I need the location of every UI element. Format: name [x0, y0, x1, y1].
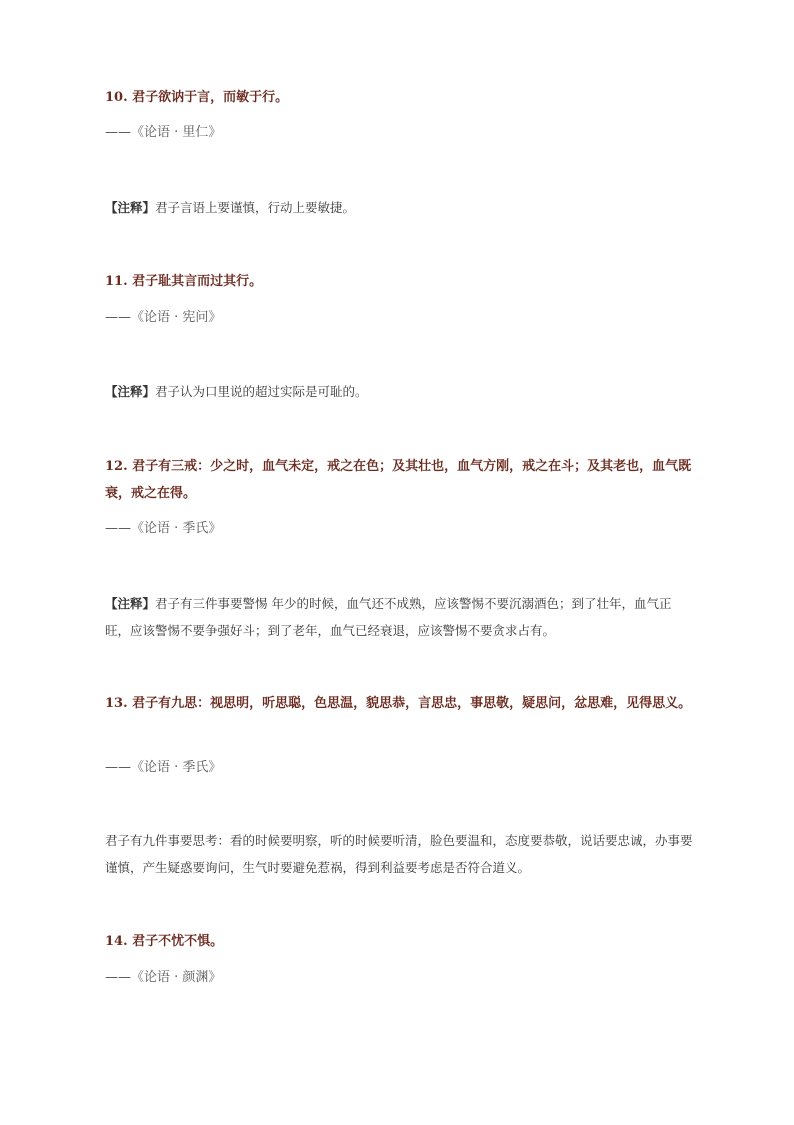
source-13: ——《论语 · 季氏》: [105, 760, 222, 775]
note-tag: 【注释】: [105, 200, 156, 215]
quote-10: 10. 君子欲讷于言，而敏于行。: [105, 90, 289, 105]
note-tag: 【注释】: [105, 596, 156, 611]
source-11: ——《论语 · 宪问》: [105, 310, 222, 325]
quote-13: 13. 君子有九思：视思明，听思聪，色思温，貌思恭，言思忠，事思敬，疑思问，忿思难，见得思义。: [105, 696, 692, 711]
note-11: [105, 378, 695, 405]
note-10: [105, 194, 695, 221]
source-10: ——《论语 · 里仁》: [105, 125, 222, 140]
note-13: 君子有九件事要思考：看的时候要明察，听的时候要听清，脸色要温和，态度要恭敬，说话要忠诚，办事要谨慎，产生疑惑要询问，生气时要避免惹祸，得到利益要考虑是否符合道义。: [105, 833, 693, 875]
note-12: [105, 590, 695, 644]
note-tag: 【注释】: [105, 384, 156, 399]
quote-12: 12. 君子有三戒：少之时，血气未定，戒之在色；及其壮也，血气方刚，戒之在斗；及其老也，血气既衰，戒之在得。: [105, 459, 692, 501]
source-14: ——《论语 · 颜渊》: [105, 970, 222, 985]
quote-14: 14. 君子不忧不惧。: [105, 934, 224, 949]
note-text: 君子认为口里说的超过实际是可耻的。: [155, 384, 368, 399]
quote-11: 11. 君子耻其言而过其行。: [105, 274, 263, 289]
note-text: 君子有三件事要警惕 年少的时候，血气还不成熟，应该警惕不要沉溺酒色；到了壮年，血气正旺，应该警惕不要争强好斗；到了老年，血气已经衰退，应该警惕不要贪求占有。: [105, 596, 672, 638]
note-text: 君子言语上要谨慎，行动上要敏捷。: [155, 200, 356, 215]
source-12: ——《论语 · 季氏》: [105, 521, 222, 536]
